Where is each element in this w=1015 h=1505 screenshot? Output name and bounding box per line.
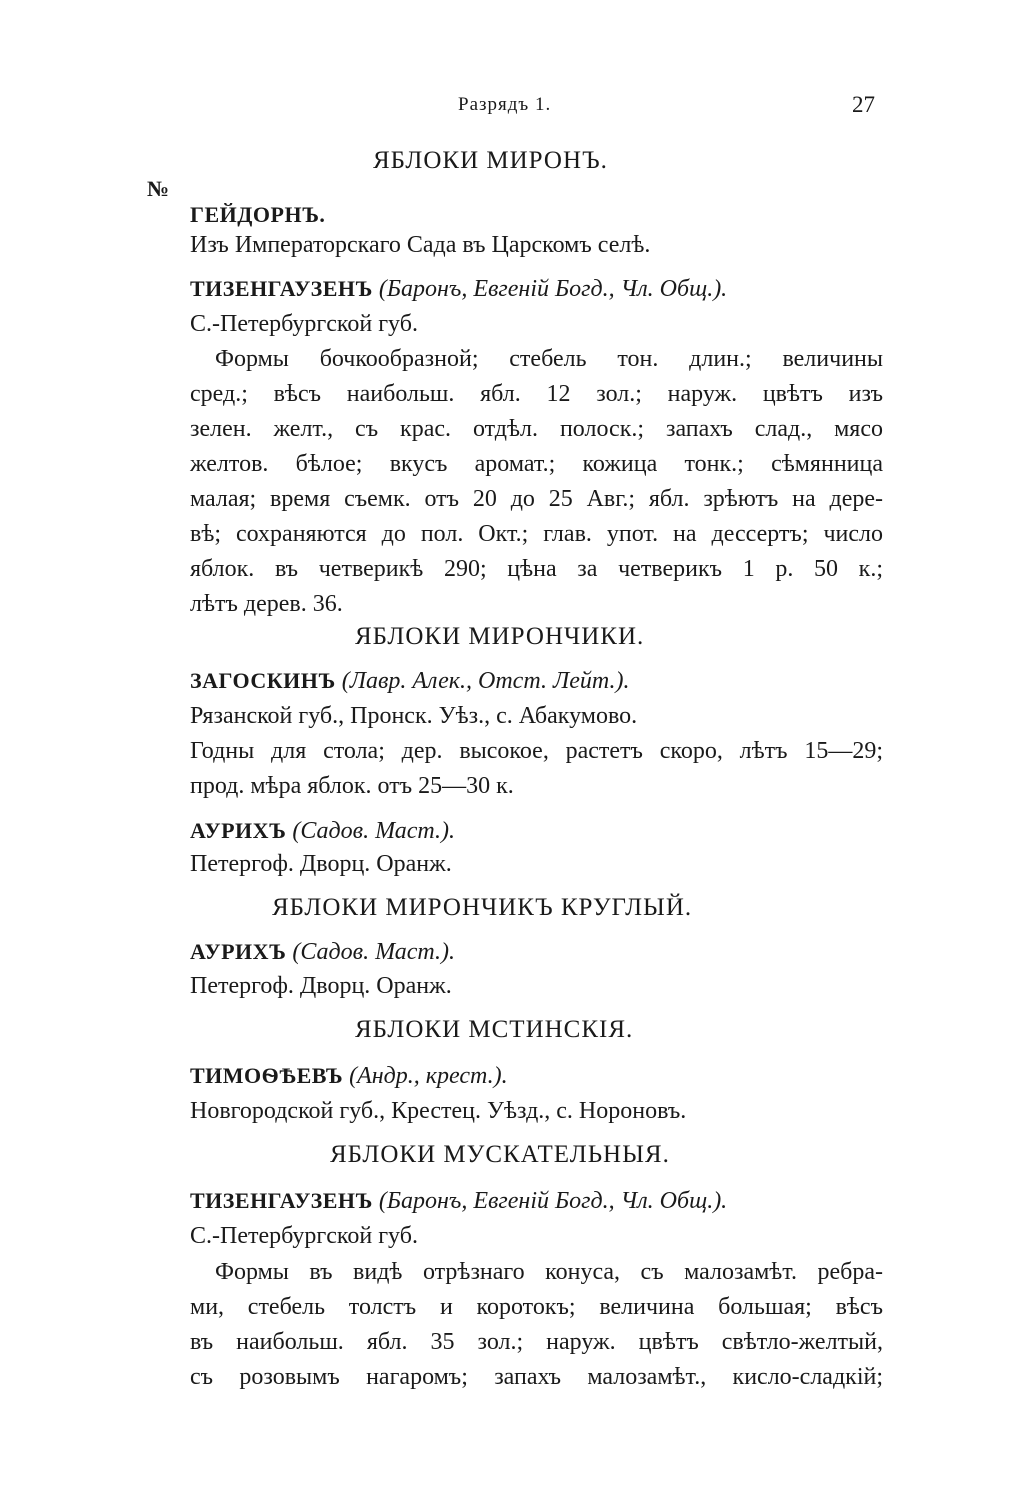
grower-location: Рязанской губ., Пронск. Уѣз., с. Абакумово. — [190, 703, 638, 729]
number-sign: № — [147, 176, 170, 201]
description-line: ми, стебель толстъ и коротокъ; величина большая; вѣсъ — [190, 1294, 883, 1320]
grower-location: С.-Петербургской губ. — [190, 311, 418, 337]
grower-location: Новгородской губ., Крестец. Уѣзд., с. Нороновъ. — [190, 1098, 687, 1124]
grower-details: (Андр., крест.). — [349, 1063, 508, 1089]
grower-location: Петергоф. Дворц. Оранж. — [190, 973, 452, 999]
grower-line — [190, 276, 727, 303]
page-number: 27 — [852, 92, 875, 117]
description-line: въ наибольш. ябл. 35 зол.; наруж. цвѣтъ свѣтло-желтый, — [190, 1329, 883, 1355]
entry-title: ЯБЛОКИ МУСКАТЕЛЬНЫЯ. — [330, 1141, 670, 1168]
grower-note: Годны для стола; дер. высокое, растетъ скоро, лѣтъ 15—29; — [190, 738, 883, 764]
grower-name: ГЕЙДОРНЪ. — [190, 202, 326, 227]
description-line: Формы въ видѣ отрѣзнаго конуса, съ малозамѣт. ребра- — [215, 1259, 883, 1285]
entry-title: ЯБЛОКИ МСТИНСКІЯ. — [355, 1016, 634, 1043]
description-line: зелен. желт., съ крас. отдѣл. полоск.; запахъ слад., мясо — [190, 416, 883, 442]
grower-note: прод. мѣра яблок. отъ 25—30 к. — [190, 773, 514, 799]
description-line: Формы бочкообразной; стебель тон. длин.; величины — [215, 346, 883, 372]
description-line: сред.; вѣсъ наибольш. ябл. 12 зол.; наруж. цвѣтъ изъ — [190, 381, 883, 407]
grower-name: АУРИХЪ — [190, 939, 287, 964]
grower-location: Изъ Императорскаго Сада въ Царскомъ селѣ. — [190, 232, 651, 258]
grower-name: АУРИХЪ — [190, 818, 287, 843]
description-line: лѣтъ дерев. 36. — [190, 591, 343, 617]
grower-location: Петергоф. Дворц. Оранж. — [190, 851, 452, 877]
description-line: съ розовымъ нагаромъ; запахъ малозамѣт., кисло-сладкій; — [190, 1364, 883, 1390]
entry-title: ЯБЛОКИ МИРОНЧИКЪ КРУГЛЫЙ. — [272, 894, 693, 921]
grower-line — [190, 818, 455, 845]
grower-details: (Лавр. Алек., Отст. Лейт.). — [341, 668, 630, 694]
grower-location: С.-Петербургской губ. — [190, 1223, 418, 1249]
grower-details: (Баронъ, Евгеній Богд., Чл. Общ.). — [378, 1188, 728, 1214]
description-line: желтов. бѣлое; вкусъ аромат.; кожица тонк.; сѣмянница — [190, 451, 883, 477]
grower-line — [190, 939, 455, 966]
entry-title: ЯБЛОКИ МИРОНЪ. — [373, 147, 608, 174]
grower-name: ТИЗЕНГАУЗЕНЪ — [190, 276, 373, 301]
running-header: Разрядъ 1. — [458, 94, 552, 115]
description-line: малая; время съемк. отъ 20 до 25 Авг.; ябл. зрѣютъ на дере- — [190, 486, 883, 512]
grower-line — [190, 1063, 508, 1090]
grower-details: (Садов. Маст.). — [292, 818, 456, 844]
grower-line — [190, 1188, 727, 1215]
description-line: яблок. въ четверикѣ 290; цѣна за четверикъ 1 р. 50 к.; — [190, 556, 883, 582]
grower-details: (Баронъ, Евгеній Богд., Чл. Общ.). — [378, 276, 728, 302]
grower-name: ТИЗЕНГАУЗЕНЪ — [190, 1188, 373, 1213]
description-line: вѣ; сохраняются до пол. Окт.; глав. упот. на дессертъ; число — [190, 521, 883, 547]
grower-name: ЗАГОСКИНЪ — [190, 668, 336, 693]
entry-title: ЯБЛОКИ МИРОНЧИКИ. — [355, 623, 645, 650]
grower-details: (Садов. Маст.). — [292, 939, 456, 965]
grower-name: ТИМОѲѢЕВЪ — [190, 1063, 344, 1088]
grower-line — [190, 668, 629, 695]
